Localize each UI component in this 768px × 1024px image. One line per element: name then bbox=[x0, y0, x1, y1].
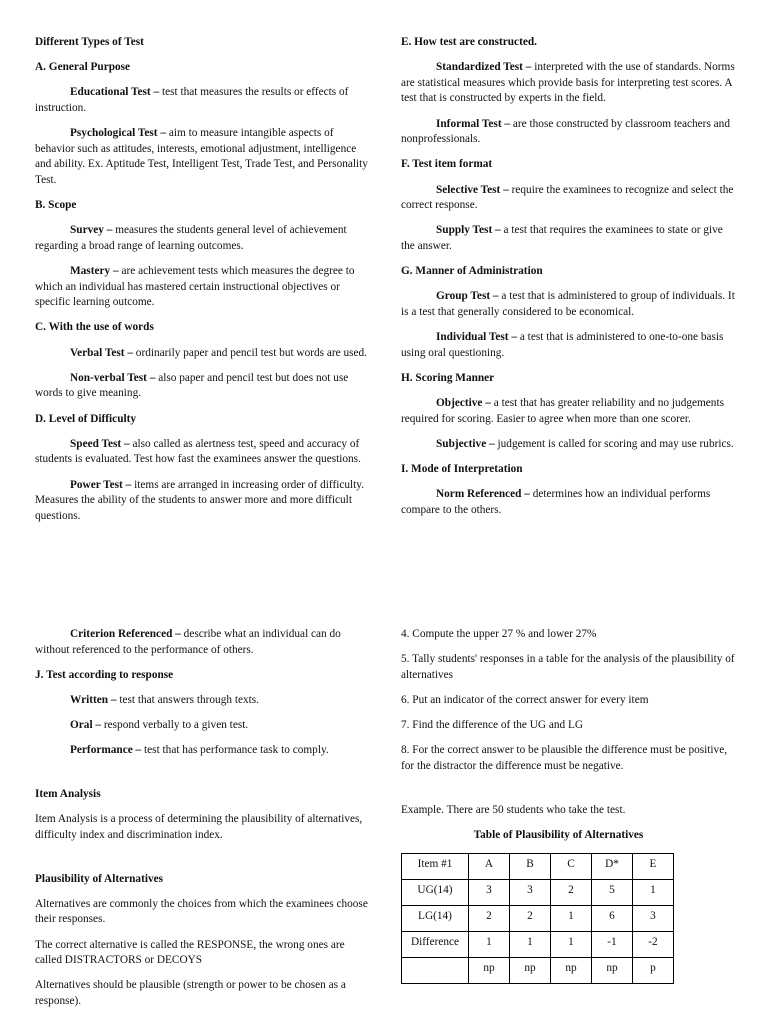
table-cell: UG(14) bbox=[402, 880, 469, 906]
term-description: describe what an individual can do without referenced to the performance of others. bbox=[35, 628, 341, 656]
table-row bbox=[402, 906, 674, 932]
term-definition bbox=[401, 330, 736, 361]
term-label: Psychological Test – bbox=[70, 127, 167, 140]
table-cell: B bbox=[510, 854, 551, 880]
paragraph: 7. Find the difference of the UG and LG bbox=[401, 719, 584, 732]
section-heading: A. General Purpose bbox=[35, 61, 131, 74]
term-description: a test that is administered to group of individuals. It is a test that generally considered to be economical. bbox=[401, 290, 735, 318]
paragraph: 8. For the correct answer to be plausible the difference must be positive, for the distractor the difference must be negative. bbox=[401, 744, 728, 772]
page2-right-column bbox=[401, 627, 736, 984]
paragraph: Alternatives should be plausible (strength or power to be chosen as a response). bbox=[35, 979, 346, 1008]
spacer bbox=[35, 769, 370, 778]
table-cell: Difference bbox=[402, 932, 469, 958]
table-cell: np bbox=[551, 958, 592, 984]
term-label: Mastery – bbox=[70, 265, 119, 278]
paragraph: The correct alternative is called the RESPONSE, the wrong ones are called DISTRACTORS or DECOYS bbox=[35, 938, 345, 967]
table-cell: C bbox=[551, 854, 592, 880]
table-cell: 2 bbox=[510, 906, 551, 932]
section-heading: Item Analysis bbox=[35, 788, 101, 801]
term-definition bbox=[401, 437, 736, 453]
table-cell: 1 bbox=[510, 932, 551, 958]
term-label: Non-verbal Test – bbox=[70, 371, 156, 384]
table-row bbox=[402, 880, 674, 906]
section-heading: B. Scope bbox=[35, 199, 77, 212]
table-row bbox=[402, 958, 674, 984]
term-definition bbox=[35, 718, 370, 734]
table-cell: D* bbox=[592, 854, 633, 880]
table-cell: 3 bbox=[510, 880, 551, 906]
page2-right-content bbox=[401, 627, 736, 818]
term-label: Informal Test – bbox=[436, 117, 511, 130]
table-cell: 3 bbox=[469, 880, 510, 906]
term-description: test that has performance task to comply. bbox=[141, 744, 329, 757]
term-label: Supply Test – bbox=[436, 224, 501, 237]
table-cell: 1 bbox=[551, 932, 592, 958]
section-heading: Different Types of Test bbox=[35, 36, 144, 48]
term-label: Speed Test – bbox=[70, 437, 130, 450]
table-cell: 5 bbox=[592, 880, 633, 906]
table-cell: Item #1 bbox=[402, 854, 469, 880]
term-label: Oral – bbox=[70, 719, 102, 732]
term-description: items are arranged in increasing order of difficulty. Measures the ability of the students to answer more and more difficult questions. bbox=[35, 478, 365, 522]
term-label: Standardized Test – bbox=[436, 61, 532, 74]
term-description: a test that has greater reliability and no judgements required for scoring. Easier to agree when more than one scorer. bbox=[401, 397, 724, 425]
section-heading: H. Scoring Manner bbox=[401, 371, 495, 384]
table-cell: -2 bbox=[633, 932, 674, 958]
table-cell: A bbox=[469, 854, 510, 880]
term-label: Norm Referenced – bbox=[436, 488, 530, 501]
table-cell: np bbox=[510, 958, 551, 984]
paragraph: 6. Put an indicator of the correct answer for every item bbox=[401, 693, 649, 706]
term-definition bbox=[401, 60, 736, 107]
term-definition bbox=[401, 396, 736, 427]
term-definition bbox=[401, 117, 736, 148]
term-label: Group Test – bbox=[436, 290, 499, 303]
term-description: a test that is administered to one-to-one basis using oral questioning. bbox=[401, 331, 724, 359]
term-label: Individual Test – bbox=[436, 331, 518, 344]
table-cell: E bbox=[633, 854, 674, 880]
term-label: Written – bbox=[70, 693, 117, 706]
term-description: are achievement tests which measures the degree to which an individual has mastered certain instructional objectives or specific learning outcome. bbox=[35, 265, 355, 309]
term-label: Verbal Test – bbox=[70, 346, 133, 359]
page2-left-column bbox=[35, 627, 370, 1019]
term-definition bbox=[35, 627, 370, 658]
table-cell: -1 bbox=[592, 932, 633, 958]
term-description: judgement is called for scoring and may use rubrics. bbox=[494, 437, 734, 450]
term-definition bbox=[35, 693, 370, 709]
term-description: require the examinees to recognize and select the correct response. bbox=[401, 183, 734, 212]
term-definition bbox=[35, 743, 370, 759]
term-label: Educational Test – bbox=[70, 86, 160, 99]
paragraph: 5. Tally students' responses in a table for the analysis of the plausibility of alternatives bbox=[401, 653, 735, 681]
table-title: Table of Plausibility of Alternatives bbox=[473, 828, 644, 841]
section-heading: J. Test according to response bbox=[35, 668, 174, 681]
term-description: are those constructed by classroom teachers and nonprofessionals. bbox=[401, 117, 730, 146]
section-heading: F. Test item format bbox=[401, 158, 493, 171]
table-cell: np bbox=[469, 958, 510, 984]
table-row bbox=[402, 854, 674, 880]
term-description: also called as alertness test, speed and accuracy of students is evaluated. Test how fast the examinees answer the questions. bbox=[35, 437, 361, 466]
term-definition bbox=[35, 126, 370, 188]
term-description: test that measures the results or effects of instruction. bbox=[35, 86, 349, 114]
term-description: interpreted with the use of standards. Norms are statistical measures which provide basis for interpreting test scores. A test that is constructed by experts in the field. bbox=[401, 61, 735, 105]
spacer bbox=[35, 853, 370, 862]
term-definition bbox=[35, 264, 370, 311]
page1-right-column bbox=[401, 35, 736, 528]
spacer bbox=[401, 784, 736, 793]
table-cell: 3 bbox=[633, 906, 674, 932]
table-cell: 2 bbox=[551, 880, 592, 906]
term-label: Subjective – bbox=[436, 437, 495, 450]
section-heading: I. Mode of Interpretation bbox=[401, 463, 523, 475]
term-definition bbox=[35, 478, 370, 525]
term-description: measures the students general level of achievement regarding a broad range of learning outcomes. bbox=[35, 224, 347, 252]
table-cell bbox=[402, 958, 469, 984]
table-cell: p bbox=[633, 958, 674, 984]
paragraph: Alternatives are commonly the choices from which the examinees choose their responses. bbox=[35, 897, 368, 926]
term-description: ordinarily paper and pencil test but words are used. bbox=[132, 346, 368, 359]
table-cell: 1 bbox=[633, 880, 674, 906]
table-cell: 2 bbox=[469, 906, 510, 932]
term-description: also paper and pencil test but does not use words to give meaning. bbox=[35, 371, 349, 400]
table-row bbox=[402, 932, 674, 958]
term-definition bbox=[401, 183, 736, 214]
term-definition bbox=[401, 223, 736, 254]
term-description: determines how an individual performs compare to the others. bbox=[401, 488, 711, 516]
paragraph: Item Analysis is a process of determining the plausibility of alternatives, difficulty index and discrimination index. bbox=[35, 813, 363, 841]
term-definition bbox=[35, 223, 370, 254]
section-heading: E. How test are constructed. bbox=[401, 36, 537, 48]
paragraph: Example. There are 50 students who take the test. bbox=[401, 803, 626, 816]
plausibility-table bbox=[401, 853, 674, 984]
section-heading: D. Level of Difficulty bbox=[35, 412, 137, 425]
term-description: test that answers through texts. bbox=[116, 693, 259, 706]
paragraph: 4. Compute the upper 27 % and lower 27% bbox=[401, 628, 597, 640]
term-definition bbox=[401, 289, 736, 320]
term-definition bbox=[35, 85, 370, 116]
table-cell: 1 bbox=[551, 906, 592, 932]
term-description: a test that requires the examinees to state or give the answer. bbox=[401, 224, 723, 252]
term-label: Objective – bbox=[436, 397, 491, 410]
section-heading: C. With the use of words bbox=[35, 321, 154, 334]
term-definition bbox=[35, 346, 370, 362]
term-label: Survey – bbox=[70, 224, 113, 237]
table-cell: 6 bbox=[592, 906, 633, 932]
term-definition bbox=[401, 487, 736, 518]
table-cell: 1 bbox=[469, 932, 510, 958]
section-heading: Plausibility of Alternatives bbox=[35, 872, 164, 885]
table-cell: LG(14) bbox=[402, 906, 469, 932]
term-label: Performance – bbox=[70, 744, 142, 757]
term-definition bbox=[35, 371, 370, 402]
term-label: Power Test – bbox=[70, 478, 132, 491]
page1-left-column bbox=[35, 35, 370, 534]
term-description: aim to measure intangible aspects of behavior such as attitudes, interests, emotional adjustment, intelligence and ability. Ex. Aptitude Test, Intelligent Test, Trade Test, and Personality Test. bbox=[35, 127, 368, 186]
table-cell: np bbox=[592, 958, 633, 984]
term-definition bbox=[35, 437, 370, 468]
term-label: Criterion Referenced – bbox=[70, 628, 181, 640]
term-description: respond verbally to a given test. bbox=[101, 719, 249, 732]
section-heading: G. Manner of Administration bbox=[401, 265, 543, 278]
term-label: Selective Test – bbox=[436, 183, 509, 196]
